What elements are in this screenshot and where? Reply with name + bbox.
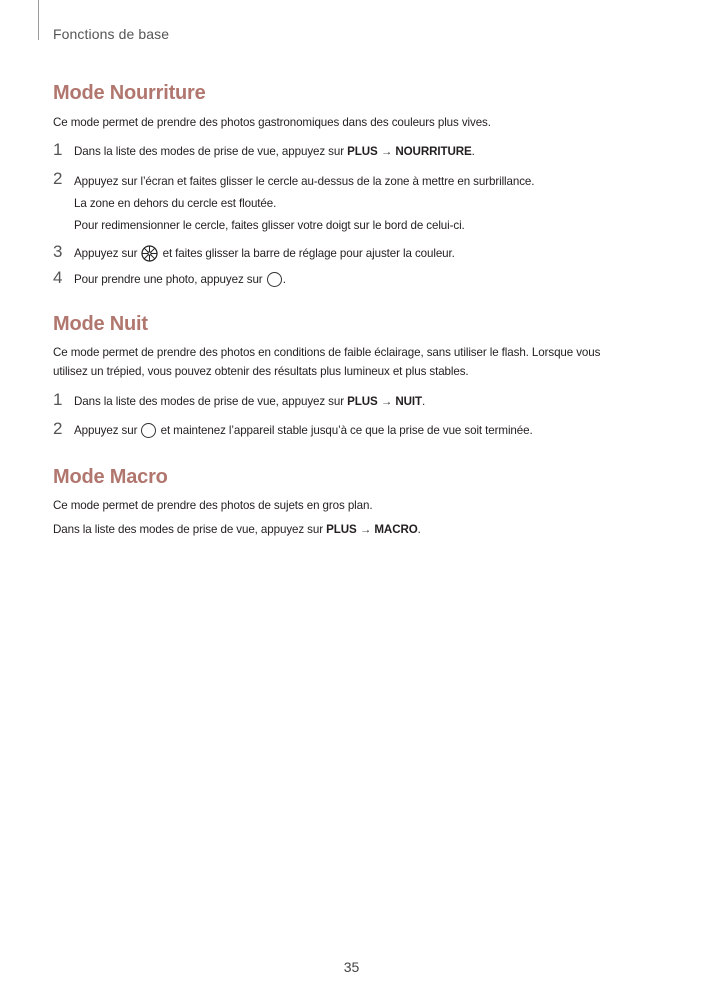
- step-text-end: et faites glisser la barre de réglage pour ajuster la couleur.: [159, 247, 455, 260]
- step-number: 4: [53, 268, 63, 287]
- step-nourriture-3: [53, 244, 653, 263]
- section-nuit: [53, 313, 653, 440]
- intro-nourriture: Ce mode permet de prendre des photos gastronomiques dans des couleurs plus vives.: [53, 116, 491, 129]
- menu-path: PLUS → NOURRITURE: [347, 145, 472, 158]
- step-number: 2: [53, 419, 63, 438]
- section-title-macro: Mode Macro: [53, 466, 168, 488]
- step-number: 2: [53, 169, 63, 188]
- step-number: 3: [53, 242, 63, 261]
- page-number: 35: [343, 959, 360, 975]
- section-title-nuit: Mode Nuit: [53, 313, 148, 335]
- step-nourriture-4: [53, 270, 653, 289]
- section-title-nourriture: Mode Nourriture: [53, 82, 206, 104]
- intro-macro: Ce mode permet de prendre des photos de sujets en gros plan.: [53, 499, 373, 512]
- macro-text: Dans la liste des modes de prise de vue, appuyez sur: [53, 523, 327, 536]
- step-nourriture-1: [53, 142, 653, 161]
- menu-path: PLUS → NUIT: [347, 395, 423, 408]
- menu-path: PLUS → MACRO: [326, 523, 418, 536]
- step-text: Dans la liste des modes de prise de vue, appuyez sur: [74, 145, 348, 158]
- step-number: 1: [53, 390, 63, 409]
- intro-nuit-line-2: utilisez un trépied, vous pouvez obtenir des résultats plus lumineux et plus stables.: [53, 365, 469, 378]
- step-text: Dans la liste des modes de prise de vue, appuyez sur: [74, 395, 348, 408]
- step-text-end: et maintenez l’appareil stable jusqu’à ce que la prise de vue soit terminée.: [157, 424, 533, 437]
- shutter-button-icon: [267, 272, 282, 287]
- step-nuit-1: [53, 392, 653, 411]
- step-text-end: .: [422, 395, 426, 408]
- step-text-end: .: [471, 145, 475, 158]
- instruction-macro: [53, 520, 653, 539]
- step-text: Appuyez sur l’écran et faites glisser le cercle au-dessus de la zone à mettre en surbrillance.: [74, 175, 535, 188]
- step-number: 1: [53, 140, 63, 159]
- macro-text-end: .: [417, 523, 421, 536]
- shutter-button-icon: [141, 423, 156, 438]
- step-nuit-2: [53, 421, 653, 440]
- color-wheel-icon: [141, 245, 158, 262]
- intro-nuit-line-1: Ce mode permet de prendre des photos en conditions de faible éclairage, sans utiliser le flash. Lorsque vous: [53, 346, 601, 359]
- section-header: Fonctions de base: [53, 26, 170, 42]
- step-text: Pour prendre une photo, appuyez sur: [74, 273, 266, 286]
- step-text: Appuyez sur: [74, 424, 141, 437]
- section-macro: [53, 466, 653, 539]
- step-nourriture-2: [53, 171, 653, 237]
- step-text-end: .: [282, 273, 286, 286]
- step-text: La zone en dehors du cercle est floutée.: [74, 197, 277, 210]
- step-text: Appuyez sur: [74, 247, 141, 260]
- header-rule: [38, 0, 39, 40]
- step-text: Pour redimensionner le cercle, faites glisser votre doigt sur le bord de celui-ci.: [74, 219, 465, 232]
- section-nourriture: [53, 82, 653, 289]
